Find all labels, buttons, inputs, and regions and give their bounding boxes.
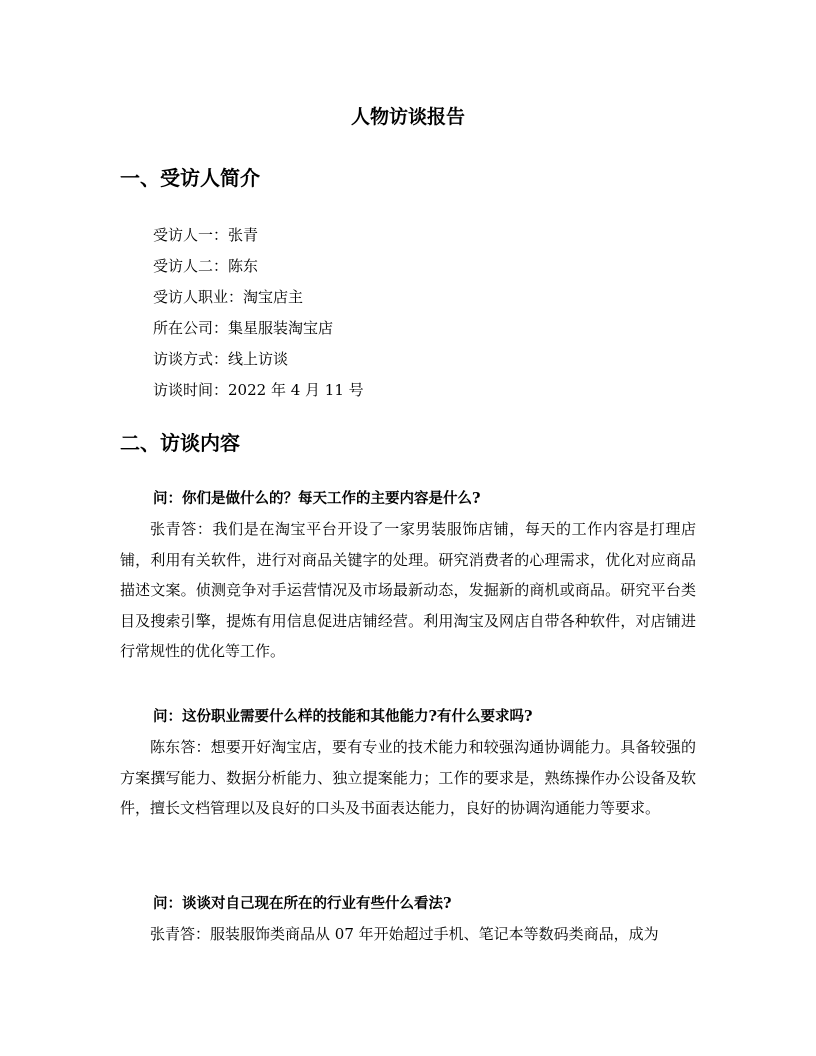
profile-line-company: 所在公司：集星服装淘宝店: [153, 319, 334, 337]
section-heading-profile: 一、受访人简介: [120, 166, 260, 190]
profile-line-date: 访谈时间：2022 年 4 月 11 号: [153, 381, 364, 399]
question-3: 问：谈谈对自己现在所在的行业有些什么看法?: [153, 895, 452, 912]
section-heading-content: 二、访谈内容: [120, 431, 240, 455]
profile-line-interviewee-1: 受访人一：张青: [153, 226, 259, 244]
answer-2: 陈东答：想要开好淘宝店，要有专业的技术能力和较强沟通协调能力。具备较强的方案撰写能力、数据分析能力、独立提案能力；工作的要求是，熟练操作办公设备及软件，擅长文档管理以及良好的口头及书面表达能力，良好的协调沟通能力等要求。: [120, 738, 696, 817]
qa-block: [120, 889, 696, 950]
profile-line-interviewee-2: 受访人二：陈东: [153, 257, 259, 275]
question-1: 问：你们是做什么的？每天工作的主要内容是什么?: [153, 490, 481, 507]
qa-block: [120, 702, 696, 824]
profile-line-occupation: 受访人职业：淘宝店主: [153, 288, 304, 306]
qa-block: [120, 484, 696, 667]
profile-line-method: 访谈方式：线上访谈: [153, 350, 289, 368]
answer-1: 张青答：我们是在淘宝平台开设了一家男装服饰店铺，每天的工作内容是打理店铺，利用有关软件，进行对商品关键字的处理。研究消费者的心理需求，优化对应商品描述文案。侦测竞争对手运营情况及市场最新动态，发掘新的商机或商品。研究平台类目及搜索引擎，提炼有用信息促进店铺经营。利用淘宝及网店自带各种软件，对店铺进行常规性的优化等工作。: [120, 520, 696, 660]
answer-3: 张青答：服装服饰类商品从 07 年开始超过手机、笔记本等数码类商品，成为: [150, 925, 659, 943]
interviewee-profile: [153, 220, 713, 406]
question-2: 问：这份职业需要什么样的技能和其他能力?有什么要求吗?: [153, 708, 533, 725]
document-title: 人物访谈报告: [350, 106, 465, 128]
